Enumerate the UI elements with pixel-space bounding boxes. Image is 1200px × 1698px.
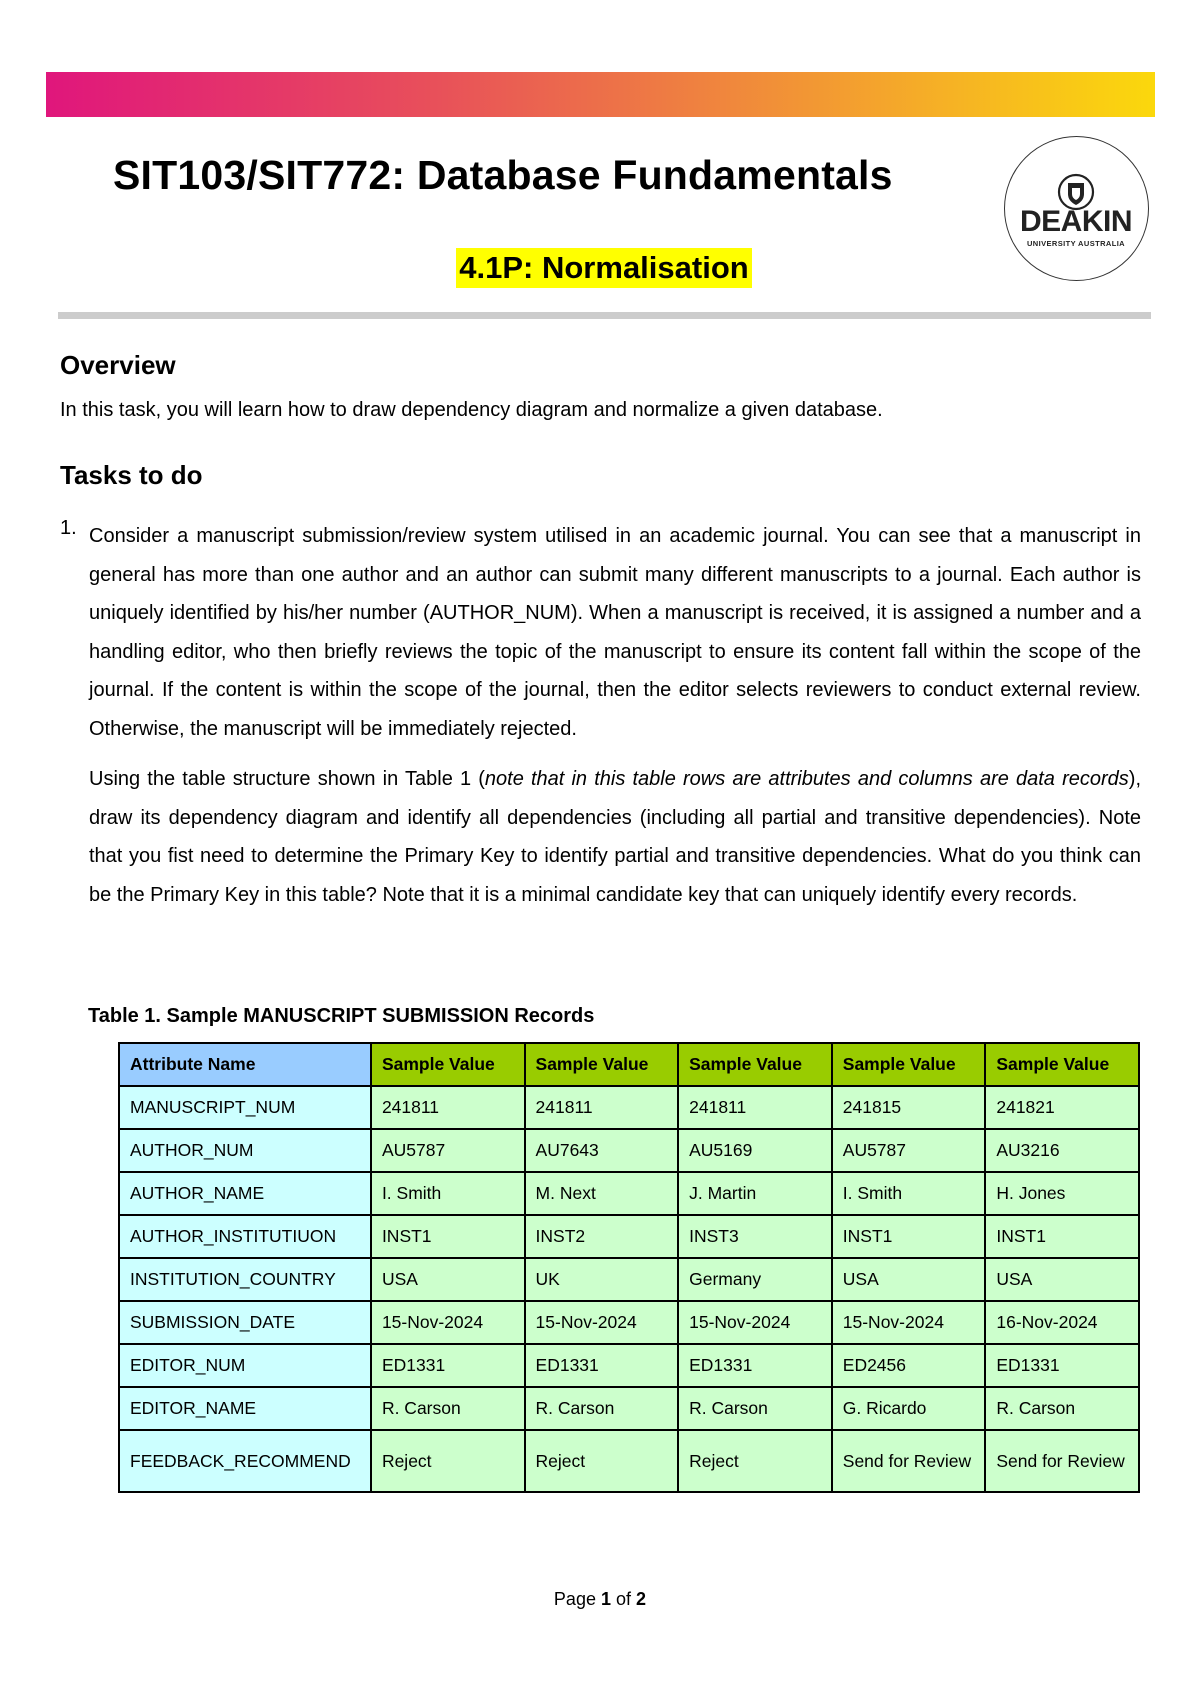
table-row <box>119 1301 1139 1344</box>
value-cell: M. Next <box>525 1172 679 1215</box>
logo-subtext: UNIVERSITY AUSTRALIA <box>1026 239 1125 248</box>
table-header-cell: Sample Value <box>525 1043 679 1086</box>
table-row <box>119 1387 1139 1430</box>
value-cell: R. Carson <box>985 1387 1139 1430</box>
attribute-cell: EDITOR_NUM <box>119 1344 371 1387</box>
value-cell: J. Martin <box>678 1172 832 1215</box>
value-cell: UK <box>525 1258 679 1301</box>
value-cell: ED2456 <box>832 1344 986 1387</box>
deakin-logo <box>1004 136 1149 281</box>
value-cell: INST1 <box>371 1215 525 1258</box>
table-row <box>119 1215 1139 1258</box>
task-number: 1. <box>60 517 77 539</box>
table-header-cell: Attribute Name <box>119 1043 371 1086</box>
of-label: of <box>616 1589 632 1609</box>
table-row <box>119 1430 1139 1492</box>
value-cell: INST3 <box>678 1215 832 1258</box>
value-cell: 15-Nov-2024 <box>525 1301 679 1344</box>
attribute-cell: AUTHOR_INSTITUTIUON <box>119 1215 371 1258</box>
value-cell: AU7643 <box>525 1129 679 1172</box>
attribute-cell: SUBMISSION_DATE <box>119 1301 371 1344</box>
task-paragraph-2-end: ), draw its dependency diagram and identify all dependencies (including all partial and transitive dependencies). Note that you fist need to determine the Primary Key to identify partial and transitive dependencies. What do you think can be the Primary Key in this table? Note that it is a minimal candidate key that can uniquely identify every records. <box>89 768 1141 906</box>
overview-text: In this task, you will learn how to draw dependency diagram and normalize a given database. <box>60 399 883 421</box>
page-current: 1 <box>600 1589 611 1609</box>
value-cell: Reject <box>525 1430 679 1492</box>
task-paragraph-2-note: note that in this table rows are attributes and columns are data records <box>484 768 1129 790</box>
value-cell: INST2 <box>525 1215 679 1258</box>
table-header-cell: Sample Value <box>371 1043 525 1086</box>
task-body <box>89 517 1141 914</box>
table-row <box>119 1086 1139 1129</box>
value-cell: USA <box>832 1258 986 1301</box>
value-cell: AU5787 <box>832 1129 986 1172</box>
records-table <box>118 1042 1140 1493</box>
header-divider <box>58 312 1151 319</box>
attribute-cell: MANUSCRIPT_NUM <box>119 1086 371 1129</box>
table-header-row <box>119 1043 1139 1086</box>
value-cell: AU5787 <box>371 1129 525 1172</box>
table-row <box>119 1258 1139 1301</box>
value-cell: 241821 <box>985 1086 1139 1129</box>
attribute-cell: AUTHOR_NAME <box>119 1172 371 1215</box>
value-cell: AU5169 <box>678 1129 832 1172</box>
value-cell: USA <box>985 1258 1139 1301</box>
task-paragraph-2-start: Using the table structure shown in Table 1 ( <box>89 768 485 790</box>
value-cell: ED1331 <box>371 1344 525 1387</box>
attribute-cell: AUTHOR_NUM <box>119 1129 371 1172</box>
table-row <box>119 1129 1139 1172</box>
value-cell: R. Carson <box>678 1387 832 1430</box>
task-list <box>60 517 1141 926</box>
value-cell: I. Smith <box>832 1172 986 1215</box>
value-cell: 241815 <box>832 1086 986 1129</box>
task-paragraph-1: Consider a manuscript submission/review system utilised in an academic journal. You can see that a manuscript in general has more than one author and an author can submit many different manuscripts to a journal. Each author is uniquely identified by his/her number (AUTHOR_NUM). When a manuscript is received, it is assigned a number and a handling editor, who then briefly reviews the topic of the manuscript to ensure its content fall within the scope of the journal. If the content is within the scope of the journal, then the editor selects reviewers to conduct external review. Otherwise, the manuscript will be immediately rejected. <box>89 525 1141 740</box>
value-cell: R. Carson <box>371 1387 525 1430</box>
logo-wordmark: DEAKIN <box>1019 205 1132 238</box>
page-title: SIT103/SIT772: Database Fundamentals <box>113 152 893 198</box>
value-cell: Reject <box>678 1430 832 1492</box>
value-cell: H. Jones <box>985 1172 1139 1215</box>
value-cell: G. Ricardo <box>832 1387 986 1430</box>
value-cell: R. Carson <box>525 1387 679 1430</box>
value-cell: 241811 <box>525 1086 679 1129</box>
value-cell: INST1 <box>832 1215 986 1258</box>
value-cell: Send for Review <box>985 1430 1139 1492</box>
page-footer <box>0 1589 1200 1610</box>
value-cell: 241811 <box>371 1086 525 1129</box>
table-header-cell: Sample Value <box>678 1043 832 1086</box>
value-cell: Reject <box>371 1430 525 1492</box>
value-cell: ED1331 <box>678 1344 832 1387</box>
table-row <box>119 1172 1139 1215</box>
page-label: Page <box>553 1589 596 1609</box>
value-cell: I. Smith <box>371 1172 525 1215</box>
attribute-cell: INSTITUTION_COUNTRY <box>119 1258 371 1301</box>
table-header-cell: Sample Value <box>832 1043 986 1086</box>
value-cell: AU3216 <box>985 1129 1139 1172</box>
task-paragraph-2 <box>89 760 1141 914</box>
table-header-cell: Sample Value <box>985 1043 1139 1086</box>
attribute-cell: EDITOR_NAME <box>119 1387 371 1430</box>
value-cell: 241811 <box>678 1086 832 1129</box>
value-cell: Send for Review <box>832 1430 986 1492</box>
task-subtitle: 4.1P: Normalisation <box>456 248 751 288</box>
value-cell: 15-Nov-2024 <box>371 1301 525 1344</box>
value-cell: USA <box>371 1258 525 1301</box>
value-cell: ED1331 <box>985 1344 1139 1387</box>
value-cell: 15-Nov-2024 <box>832 1301 986 1344</box>
page-total: 2 <box>636 1589 647 1609</box>
tasks-heading: Tasks to do <box>60 460 203 490</box>
value-cell: 16-Nov-2024 <box>985 1301 1139 1344</box>
header-gradient-bar <box>46 72 1155 117</box>
table-row <box>119 1344 1139 1387</box>
attribute-cell: FEEDBACK_RECOMMEND <box>119 1430 371 1492</box>
overview-heading: Overview <box>60 350 176 380</box>
value-cell: ED1331 <box>525 1344 679 1387</box>
value-cell: 15-Nov-2024 <box>678 1301 832 1344</box>
value-cell: Germany <box>678 1258 832 1301</box>
table-caption: Table 1. Sample MANUSCRIPT SUBMISSION Records <box>88 1005 595 1027</box>
value-cell: INST1 <box>985 1215 1139 1258</box>
